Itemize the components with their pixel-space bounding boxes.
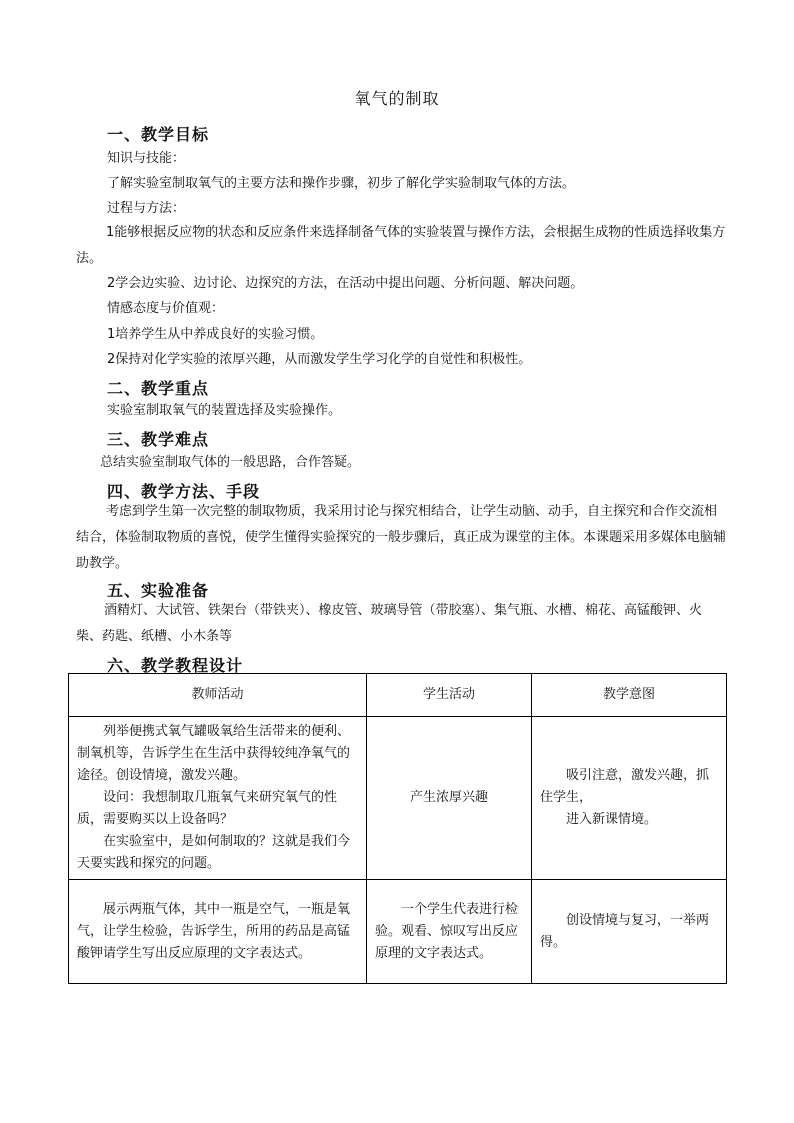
heading-teaching-focus: 二、教学重点 (107, 379, 210, 398)
header-teacher-activity: 教师活动 (69, 674, 367, 717)
table-header-row (69, 674, 727, 717)
table-row (69, 880, 727, 984)
teacher-paragraph: 设问：我想制取几瓶氧气来研究氧气的性质，需要购买以上设备吗？ (77, 790, 338, 827)
heading-teaching-process-design: 六、教学教程设计 (107, 656, 244, 675)
cell-teacher-activity (69, 880, 367, 984)
page-title: 氧气的制取 (354, 89, 440, 108)
text-teaching-focus: 实验室制取氧气的装置选择及实验操作。 (107, 403, 342, 418)
text-emotion-item-1: 1培养学生从中养成良好的实验习惯。 (107, 327, 324, 342)
cell-teaching-intent (532, 880, 727, 984)
heading-teaching-methods: 四、教学方法、手段 (107, 482, 261, 501)
teacher-paragraph: 在实验室中，是如何制取的？这就是我们今天要实践和探究的问题。 (77, 834, 351, 871)
label-knowledge-skills: 知识与技能： (107, 151, 186, 166)
text-knowledge-skills: 了解实验室制取氧气的主要方法和操作步骤，初步了解化学实验制取气体的方法。 (107, 176, 576, 191)
header-teaching-intent: 教学意图 (532, 674, 727, 717)
intent-paragraph: 吸引注意，激发兴趣，抓住学生， (540, 768, 710, 805)
teacher-paragraph: 列举便携式氧气罐吸氧给生活带来的便利、制氧机等，告诉学生在生活中获得较纯净氧气的途径。创设情境，激发兴趣。 (77, 724, 351, 783)
cell-student-activity (367, 880, 532, 984)
intent-paragraph: 进入新课情境。 (566, 812, 658, 827)
label-emotion-values: 情感态度与价值观： (107, 301, 225, 316)
cell-student-activity: 产生浓厚兴趣 (367, 717, 532, 880)
heading-experiment-preparation: 五、实验准备 (107, 581, 210, 600)
text-process-item-2: 2学会边实验、边讨论、边探究的方法，在活动中提出问题、分析问题、解决问题。 (107, 276, 584, 291)
table-row (69, 717, 727, 880)
teaching-process-table (68, 673, 727, 984)
text-emotion-item-2: 2保持对化学实验的浓厚兴趣，从而激发学生学习化学的自觉性和积极性。 (107, 352, 532, 367)
header-student-activity: 学生活动 (367, 674, 532, 717)
text-experiment-preparation: 酒精灯、大试管、铁架台（带铁夹）、橡皮管、玻璃导管（带胶塞）、集气瓶、水槽、棉花、高锰酸钾、火柴、药匙、纸槽、小木条等 (76, 603, 703, 644)
text-teaching-difficulty: 总结实验室制取气体的一般思路，合作答疑。 (100, 455, 361, 470)
heading-teaching-difficulty: 三、教学难点 (107, 430, 210, 449)
cell-teacher-activity (69, 717, 367, 880)
heading-teaching-goals: 一、教学目标 (107, 125, 210, 144)
intent-paragraph: 创设情境与复习，一举两得。 (540, 912, 710, 950)
text-teaching-methods: 考虑到学生第一次完整的制取物质，我采用讨论与探究相结合，让学生动脑、动手，自主探究和合作交流相结合，体验制取物质的喜悦，使学生懂得实验探究的一般步骤后，真正成为课堂的主体。本课题采用多媒体电脑辅助教学。 (76, 504, 727, 571)
cell-teaching-intent (532, 717, 727, 880)
label-process-methods: 过程与方法： (107, 201, 186, 216)
student-paragraph: 一个学生代表进行检验。观看、惊叹写出反应原理的文字表达式。 (375, 901, 519, 961)
teacher-paragraph: 展示两瓶气体，其中一瓶是空气，一瓶是氧气，让学生检验，告诉学生，所用的药品是高锰酸钾请学生写出反应原理的文字表达式。 (77, 901, 351, 961)
text-process-item-1: 1能够根据反应物的状态和反应条件来选择制备气体的实验装置与操作方法，会根据生成物的性质选择收集方法。 (76, 225, 726, 266)
